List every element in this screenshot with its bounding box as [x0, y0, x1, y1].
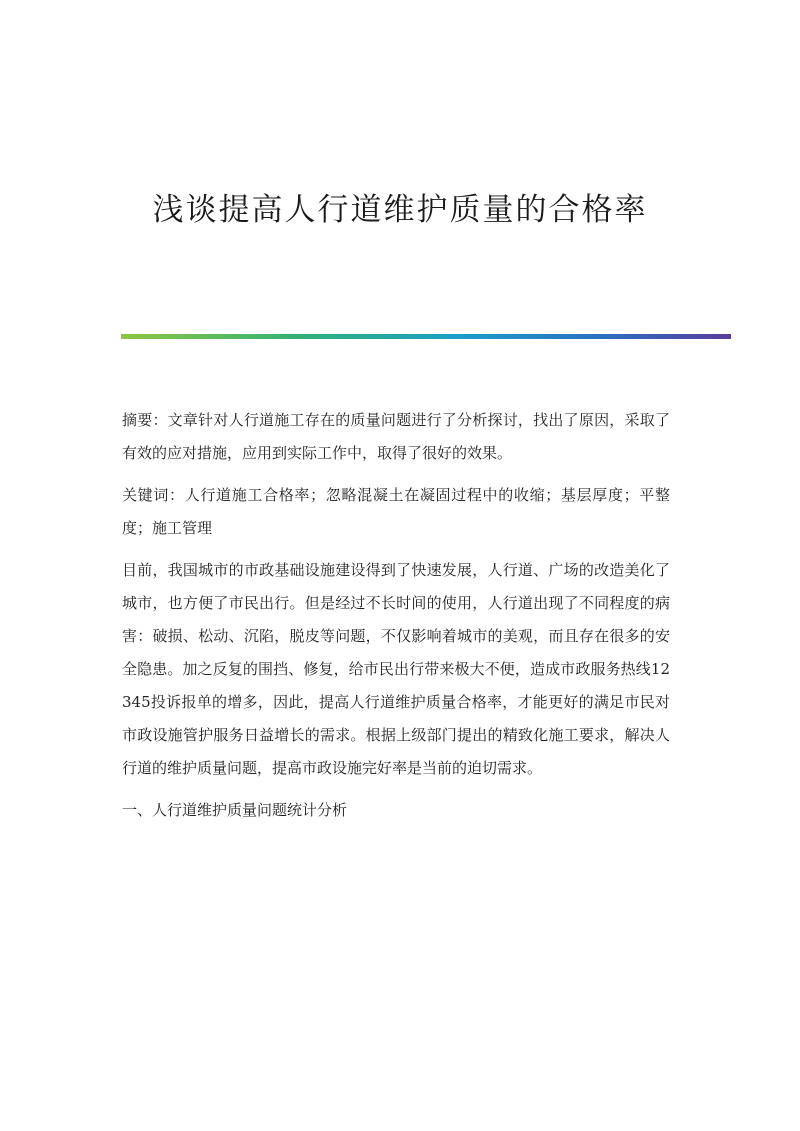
page-title: 浅谈提高人行道维护质量的合格率	[152, 192, 648, 228]
section-heading: 一、人行道维护质量问题统计分析	[122, 801, 348, 819]
document-body	[122, 404, 670, 827]
intro-paragraph: 目前，我国城市的市政基础设施建设得到了快速发展，人行道、广场的改造美化了城市，也方便了市民出行。但是经过不长时间的使用，人行道出现了不同程度的病害：破损、松动、沉陷，脱皮等问题，不仅影响着城市的美观，而且存在很多的安全隐患。加之反复的围挡、修复，给市民出行带来极大不便，造成市政服务热线12345投诉报单的增多，因此，提高人行道维护质量合格率，才能更好的满足市民对市政设施管护服务日益增长的需求。根据上级部门提出的精致化施工要求，解决人行道的维护质量问题，提高市政设施完好率是当前的迫切需求。	[122, 561, 670, 777]
abstract-paragraph: 摘要：文章针对人行道施工存在的质量问题进行了分析探讨，找出了原因，采取了有效的应对措施，应用到实际工作中，取得了很好的效果。	[122, 411, 670, 462]
keywords-paragraph: 关键词：人行道施工合格率；忽略混凝土在凝固过程中的收缩；基层厚度；平整度；施工管理	[122, 486, 670, 537]
title-divider	[121, 334, 731, 339]
